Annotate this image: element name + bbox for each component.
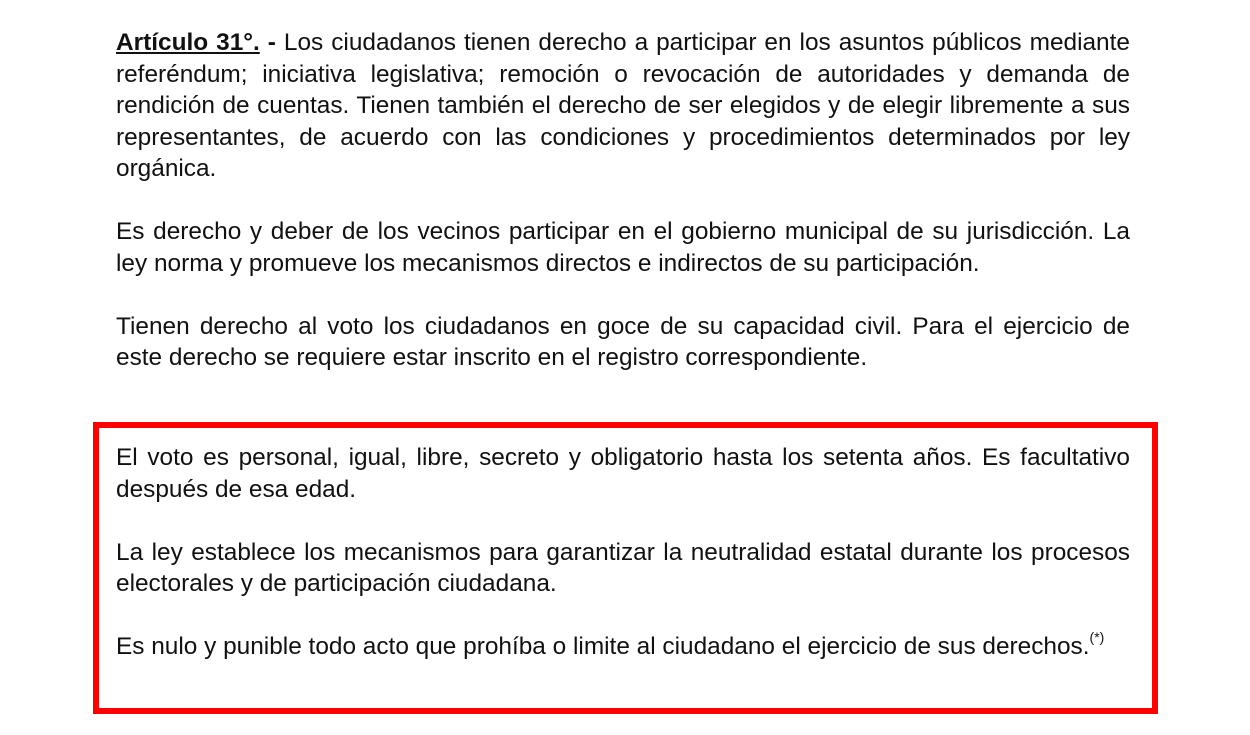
highlighted-section bbox=[116, 442, 1130, 663]
article-paragraph-1 bbox=[116, 27, 1130, 185]
footnote-mark: (*) bbox=[1089, 629, 1105, 645]
article-paragraph-2: Es derecho y deber de los vecinos participar en el gobierno municipal de su jurisdicción. La ley norma y promueve los mecanismos directos e indirectos de su participación. bbox=[116, 218, 1130, 277]
article-separator: - bbox=[259, 29, 284, 56]
article-paragraph-3: Tienen derecho al voto los ciudadanos en goce de su capacidad civil. Para el ejercicio de este derecho se requiere estar inscrito en el registro correspondiente. bbox=[116, 312, 1130, 371]
highlighted-paragraph-1: El voto es personal, igual, libre, secreto y obligatorio hasta los setenta años. Es facultativo después de esa edad. bbox=[116, 444, 1130, 503]
paragraph-text: Los ciudadanos tienen derecho a participar en los asuntos públicos mediante referéndum; iniciativa legislativa; remoción o revocación de autoridades y demanda de rendición de cuentas. Tienen también el derecho de ser elegidos y de elegir libremente a sus representantes, de acuerdo con las condiciones y procedimientos determinados por ley orgánica. bbox=[116, 29, 1130, 182]
article-body bbox=[116, 27, 1130, 374]
paragraph-text: Es nulo y punible todo acto que prohíba o limite al ciudadano el ejercicio de sus derechos. bbox=[116, 633, 1090, 660]
article-title: Artículo 31°. bbox=[116, 29, 260, 56]
highlighted-paragraph-3 bbox=[116, 631, 1130, 663]
highlighted-paragraph-2: La ley establece los mecanismos para garantizar la neutralidad estatal durante los procesos electorales y de participación ciudadana. bbox=[116, 538, 1130, 597]
